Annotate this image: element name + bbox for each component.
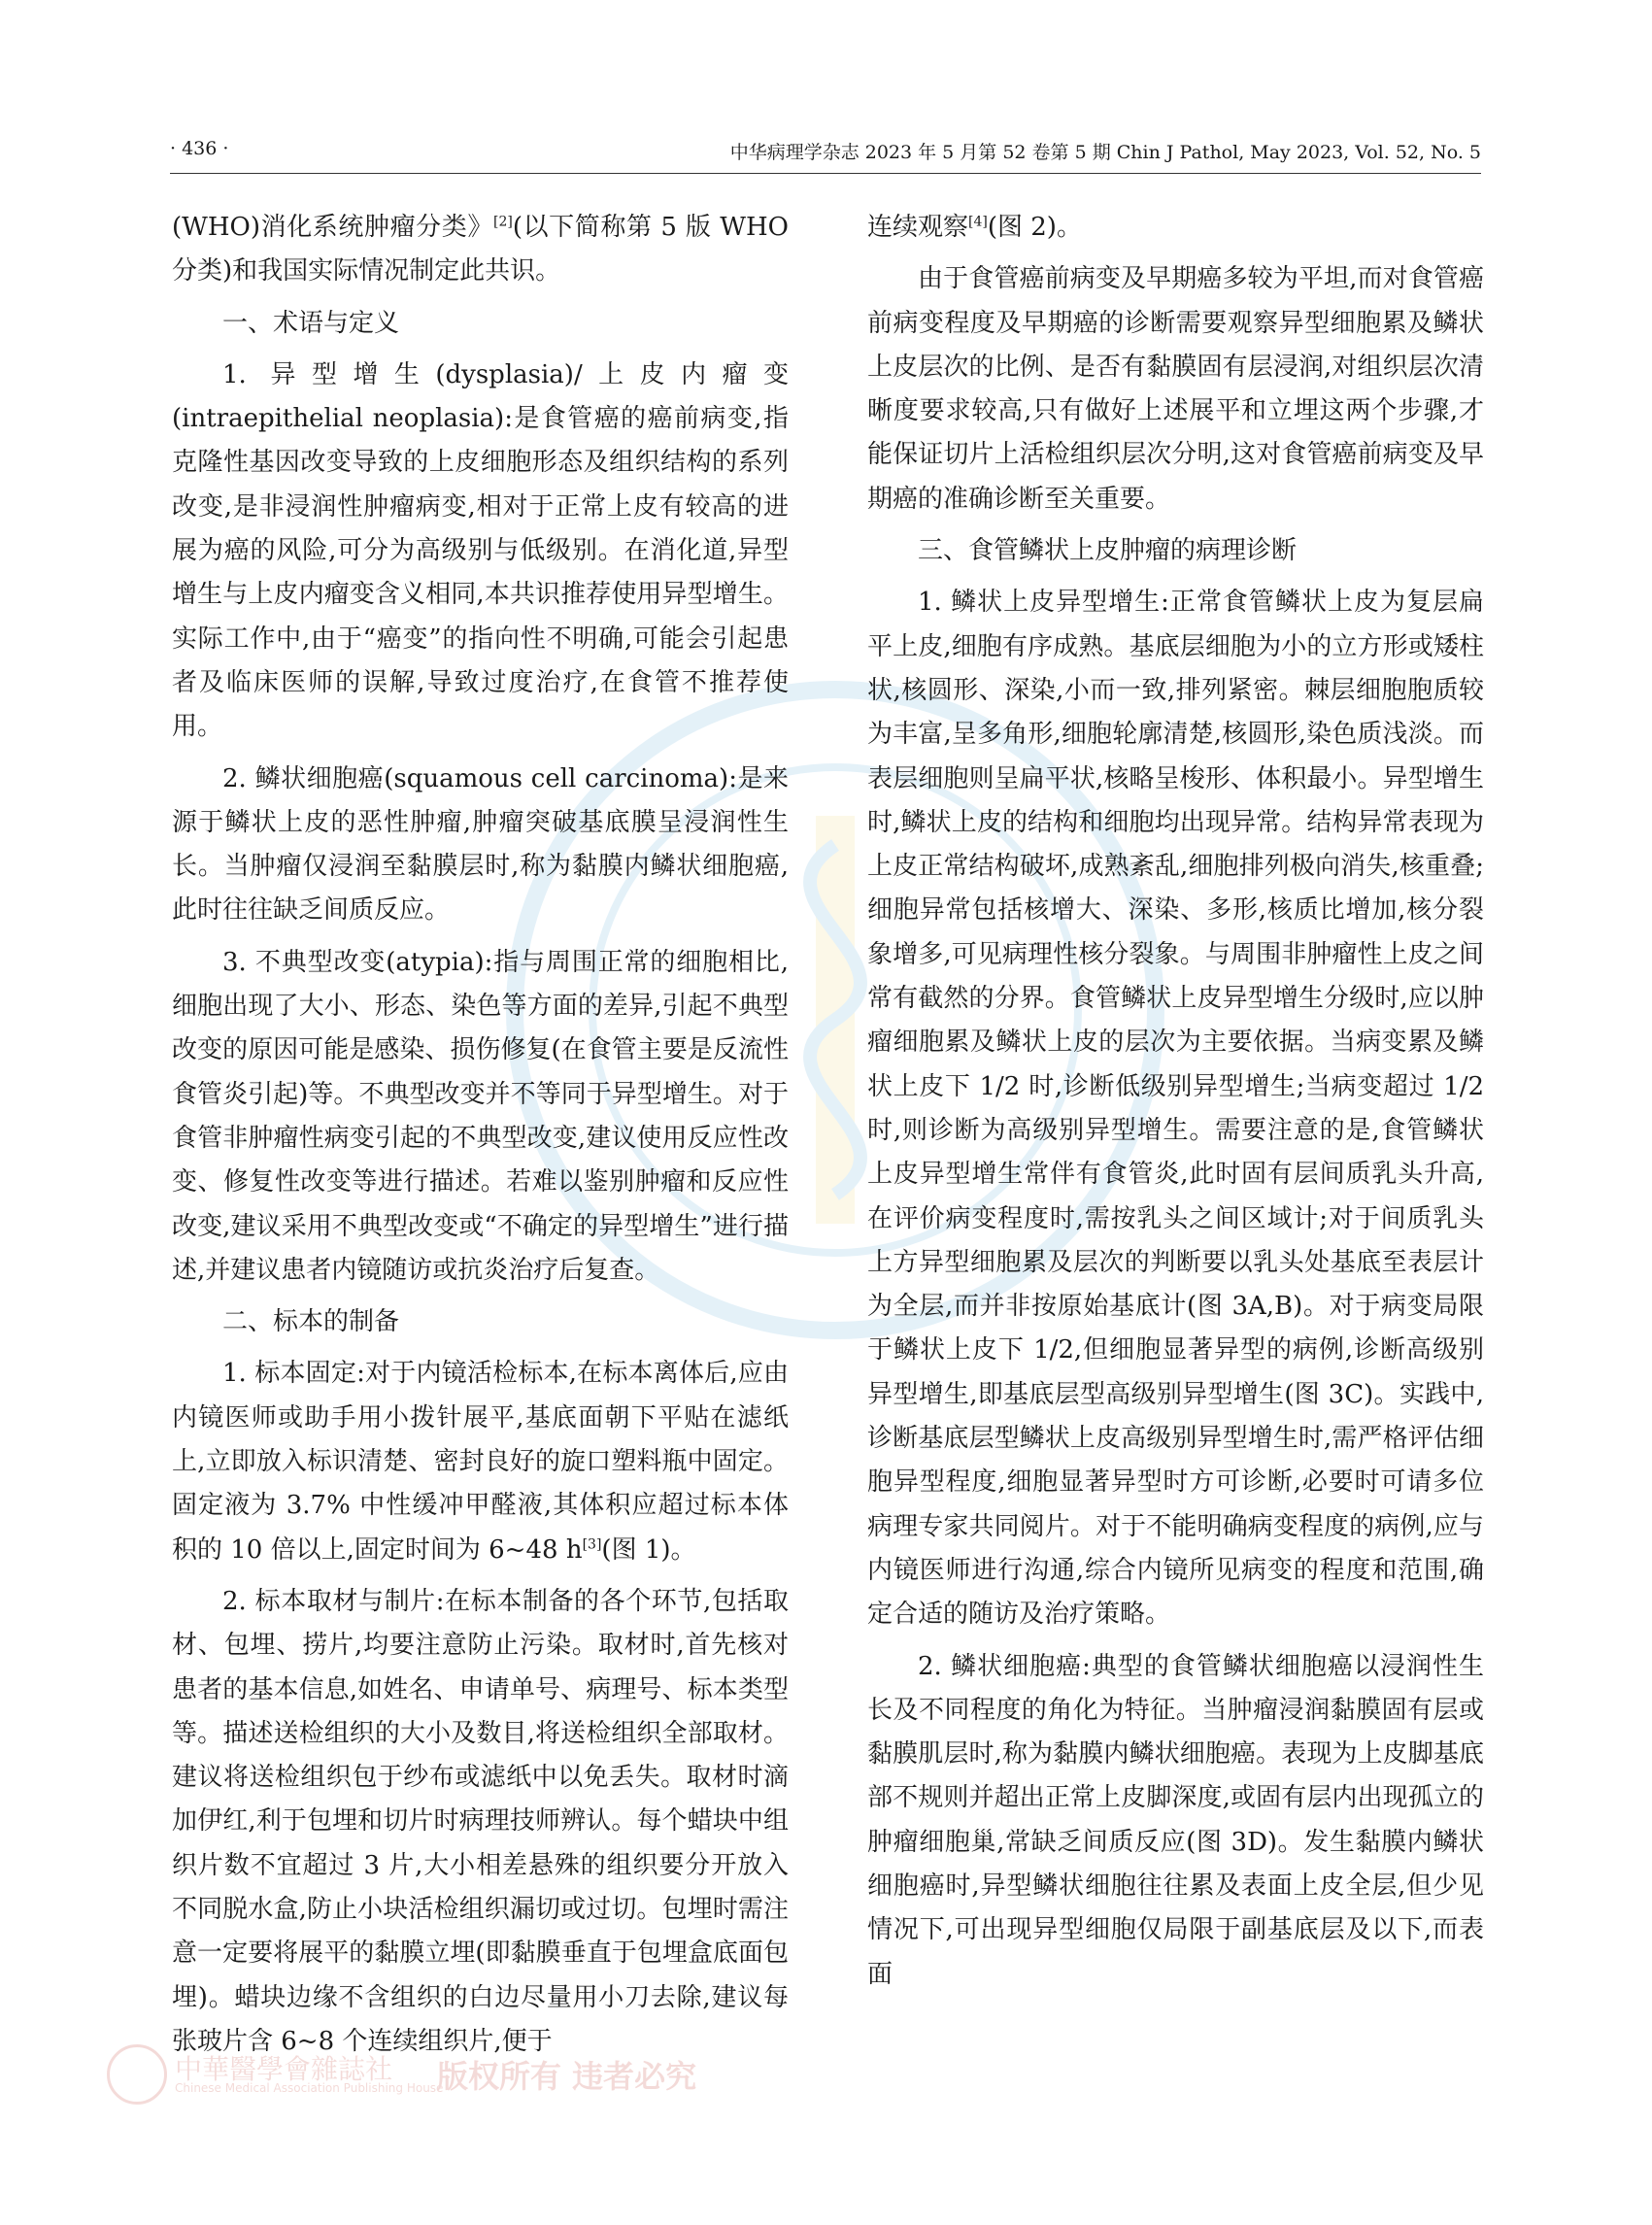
- paragraph: 3. 不典型改变(atypia):指与周围正常的细胞相比,细胞出现了大小、形态、染色等方面的差异,引起不典型改变的原因可能是感染、损伤修复(在食管主要是反流性食管炎引起)等。不典型改变并不等同于异型增生。对于食管非肿瘤性病变引起的不典型改变,建议使用反应性改变、修复性改变等进行描述。若难以鉴别肿瘤和反应性改变,建议采用不典型改变或“不确定的异型增生”进行描述,并建议患者内镜随访或抗炎治疗后复查。: [172, 947, 789, 1285]
- page-number: · 436 ·: [170, 138, 229, 159]
- paragraph: 2. 鳞状细胞癌:典型的食管鳞状细胞癌以浸润性生长及不同程度的角化为特征。当肿瘤浸润黏膜固有层或黏膜肌层时,称为黏膜内鳞状细胞癌。表现为上皮脚基底部不规则并超出正常上皮脚深度,或固有层内出现孤立的肿瘤细胞巢,常缺乏间质反应(图 3D)。发生黏膜内鳞状细胞癌时,异型鳞状细胞往往累及表面上皮全层,但少见情况下,可出现异型细胞仅局限于副基底层及以下,而表面: [867, 1651, 1484, 1989]
- section-heading: 二、标本的制备: [222, 1307, 400, 1337]
- publisher-name-en: Chinese Medical Association Publishing House: [175, 2081, 444, 2095]
- paragraph: 由于食管癌前病变及早期癌多较为平坦,而对食管癌前病变程度及早期癌的诊断需要观察异型细胞累及鳞状上皮层次的比例、是否有黏膜固有层浸润,对组织层次清晰度要求较高,只有做好上述展平和立埋这两个步骤,才能保证切片上活检组织层次分明,这对食管癌前病变及早期癌的准确诊断至关重要。: [867, 264, 1484, 514]
- journal-info: 中华病理学杂志 2023 年 5 月第 52 卷第 5 期 Chin J Pathol, May 2023, Vol. 52, No. 5: [729, 142, 1481, 163]
- publisher-seal-icon: [107, 2044, 167, 2105]
- left-column: [172, 206, 789, 2072]
- section-heading: 三、食管鳞状上皮肿瘤的病理诊断: [918, 536, 1298, 566]
- paragraph: 2. 鳞状细胞癌(squamous cell carcinoma):是来源于鳞状上皮的恶性肿瘤,肿瘤突破基底膜呈浸润性生长。当肿瘤仅浸润至黏膜层时,称为黏膜内鳞状细胞癌,此时往往缺乏间质反应。: [172, 763, 789, 926]
- paragraph: (WHO)消化系统肿瘤分类》[2](以下简称第 5 版 WHO 分类)和我国实际情况制定此共识。: [172, 213, 789, 287]
- section-heading: 一、术语与定义: [222, 308, 400, 338]
- publisher-footer: [107, 2044, 738, 2103]
- running-header: [170, 134, 1481, 174]
- right-column: [867, 206, 1484, 2005]
- paragraph: 1. 标本固定:对于内镜活检标本,在标本离体后,应由内镜医师或助手用小拨针展平,基底面朝下平贴在滤纸上,立即放入标识清楚、密封良好的旋口塑料瓶中固定。固定液为 3.7% 中性缓冲甲醛液,其体积应超过标本体积的 10 倍以上,固定时间为 6~48 h[3](图 1)。: [172, 1359, 789, 1565]
- publisher-name-cn: 中華醫學會雜誌社: [175, 2053, 393, 2085]
- paragraph: 1. 异型增生(dysplasia)/上皮内瘤变(intraepithelial neoplasia):是食管癌的癌前病变,指克隆性基因改变导致的上皮细胞形态及组织结构的系列改变,是非浸润性肿瘤病变,相对于正常上皮有较高的进展为癌的风险,可分为高级别与低级别。在消化道,异型增生与上皮内瘤变含义相同,本共识推荐使用异型增生。实际工作中,由于“癌变”的指向性不明确,可能会引起患者及临床医师的误解,导致过度治疗,在食管不推荐使用。: [172, 359, 789, 742]
- paragraph: 连续观察[4](图 2)。: [867, 213, 1082, 242]
- rights-notice: 版权所有 违者必究: [437, 2058, 697, 2095]
- paragraph: 1. 鳞状上皮异型增生:正常食管鳞状上皮为复层扁平上皮,细胞有序成熟。基底层细胞为小的立方形或矮柱状,核圆形、深染,小而一致,排列紧密。棘层细胞胞质较为丰富,呈多角形,细胞轮廓清楚,核圆形,染色质浅淡。而表层细胞则呈扁平状,核略呈梭形、体积最小。异型增生时,鳞状上皮的结构和细胞均出现异常。结构异常表现为上皮正常结构破坏,成熟紊乱,细胞排列极向消失,核重叠;细胞异常包括核增大、深染、多形,核质比增加,核分裂象增多,可见病理性核分裂象。与周围非肿瘤性上皮之间常有截然的分界。食管鳞状上皮异型增生分级时,应以肿瘤细胞累及鳞状上皮的层次为主要依据。当病变累及鳞状上皮下 1/2 时,诊断低级别异型增生;当病变超过 1/2 时,则诊断为高级别异型增生。需要注意的是,食管鳞状上皮异型增生常伴有食管炎,此时固有层间质乳头升高,在评价病变程度时,需按乳头之间区域计;对于间质乳头上方异型细胞累及层次的判断要以乳头处基底至表层计为全层,而并非按原始基底计(图 3A,B)。对于病变局限于鳞状上皮下 1/2,但细胞显著异型的病例,诊断高级别异型增生,即基底层型高级别异型增生(图 3C)。实践中,诊断基底层型鳞状上皮高级别异型增生时,需严格评估细胞异型程度,细胞显著异型时方可诊断,必要时可请多位病理专家共同阅片。对于不能明确病变程度的病例,应与内镜医师进行沟通,综合内镜所见病变的程度和范围,确定合适的随访及治疗策略。: [867, 588, 1484, 1630]
- paragraph: 2. 标本取材与制片:在标本制备的各个环节,包括取材、包埋、捞片,均要注意防止污染。取材时,首先核对患者的基本信息,如姓名、申请单号、病理号、标本类型等。描述送检组织的大小及数目,将送检组织全部取材。建议将送检组织包于纱布或滤纸中以免丢失。取材时滴加伊红,利于包埋和切片时病理技师辨认。每个蜡块中组织片数不宜超过 3 片,大小相差悬殊的组织要分开放入不同脱水盒,防止小块活检组织漏切或过切。包埋时需注意一定要将展平的黏膜立埋(即黏膜垂直于包埋盒底面包埋)。蜡块边缘不含组织的白边尽量用小刀去除,建议每张玻片含 6~8 个连续组织片,便于: [172, 1586, 789, 2056]
